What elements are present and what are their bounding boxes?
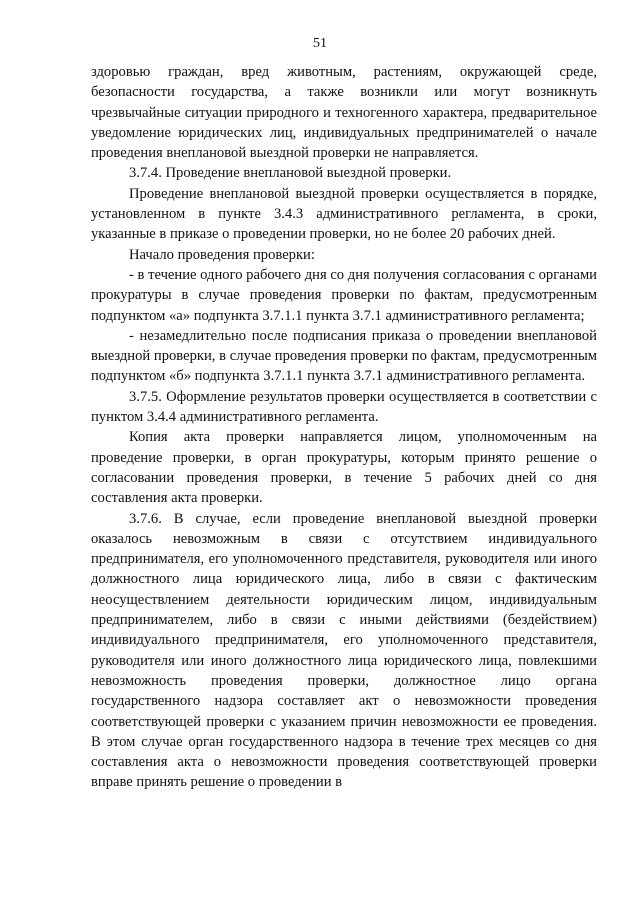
list-item-b: - незамедлительно после подписания приказа о проведении внеплановой выездной проверки, в случае проведения проверки по фактам, предусмотренным подпунктом «б» подпункта 3.7.1.1 пункта 3.7.1 административного регламента.	[91, 327, 597, 385]
paragraph-section-3-7-4-heading: 3.7.4. Проведение внеплановой выездной проверки.	[129, 165, 452, 182]
paragraph-3: Проведение внеплановой выездной проверки осуществляется в порядке, установленном в пункте 3.4.3 административного регламента, в сроки, указанные в приказе о проведении проверки, но не более 20 рабочих дней.	[91, 185, 597, 243]
paragraph-4: Начало проведения проверки:	[129, 246, 315, 263]
document-body	[91, 62, 597, 793]
paragraph-section-3-7-6: 3.7.6. В случае, если проведение внеплановой выездной проверки оказалось невозможным в связи с отсутствием индивидуального предпринимателя, его уполномоченного представителя, руководителя или иного должностного лица юридического лица, либо в связи с фактическим неосуществлением деятельности юридическим лицом, индивидуальным предпринимателем, либо в связи с иными действиями (бездействием) индивидуального предпринимателя, его уполномоченного представителя, руководителя или иного должностного лица юридического лица, повлекшими невозможность проведения проверки, должностное лицо органа государственного надзора составляет акт о невозможности проведения соответствующей проверки с указанием причин невозможности ее проведения. В этом случае орган государственного надзора в течение трех месяцев со дня составления акта о невозможности проведения соответствующей проверки вправе принять решение о проведении в	[91, 510, 597, 791]
paragraph-section-3-7-5: 3.7.5. Оформление результатов проверки осуществляется в соответствии с пунктом 3.4.4 административного регламента.	[91, 388, 597, 426]
paragraph-1: здоровью граждан, вред животным, растениям, окружающей среде, безопасности государства, а также возникли или могут возникнуть чрезвычайные ситуации природного и техногенного характера, предварительное уведомление юридических лиц, индивидуальных предпринимателей о начале проведения внеплановой выездной проверки не направляется.	[91, 64, 597, 162]
page-number: 51	[313, 36, 327, 51]
paragraph-8: Копия акта проверки направляется лицом, уполномоченным на проведение проверки, в орган прокуратуры, которым принято решение о согласовании проведения проверки, в течение 5 рабочих дней со дня составления акта проверки.	[91, 429, 597, 507]
list-item-a: - в течение одного рабочего дня со дня получения согласования с органами прокуратуры в случае проведения проверки по фактам, предусмотренным подпунктом «а» подпункта 3.7.1.1 пункта 3.7.1 административного регламента;	[91, 266, 597, 324]
